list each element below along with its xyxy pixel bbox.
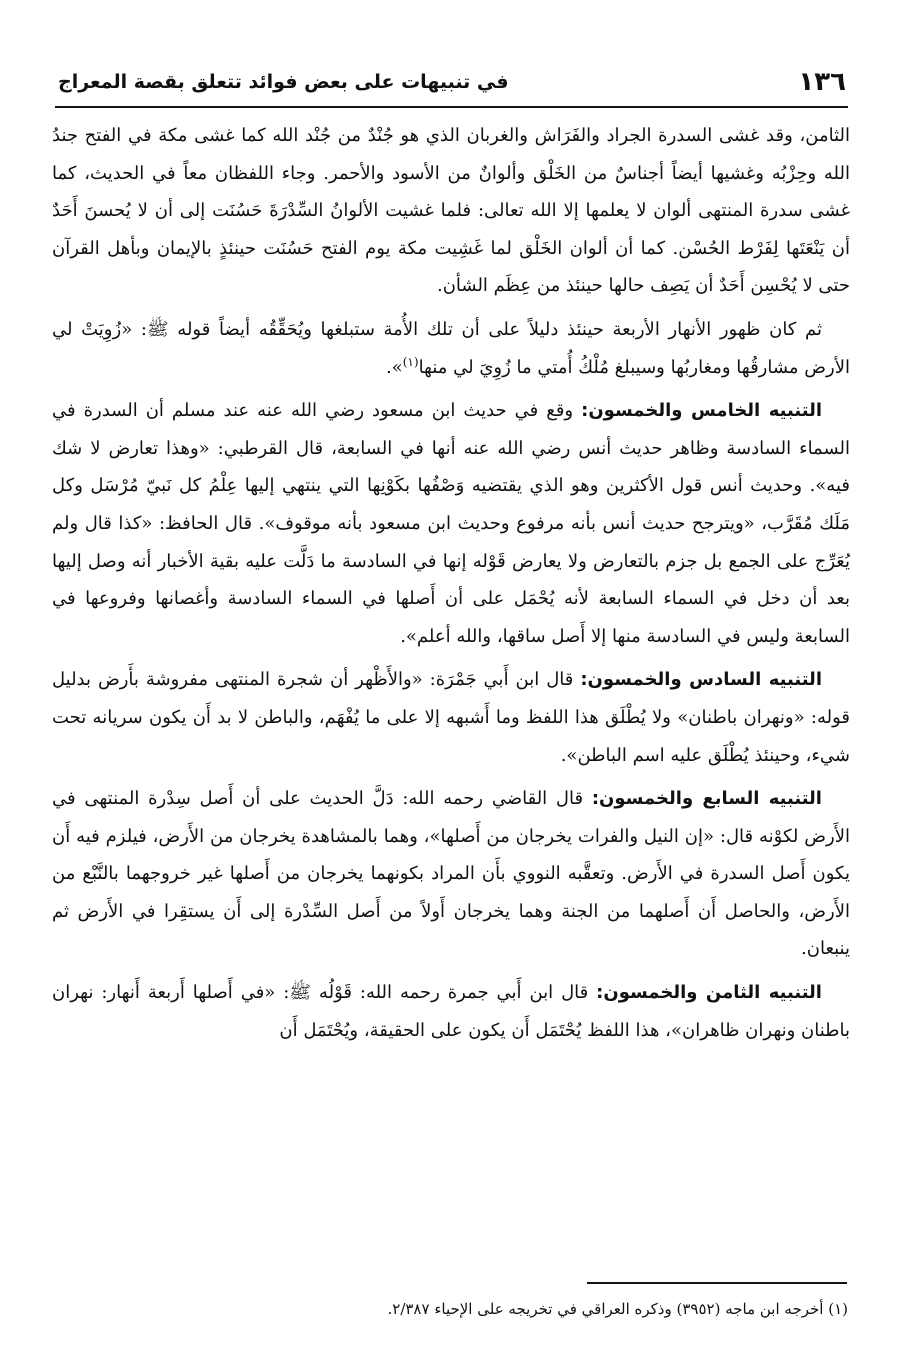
footnote-rule xyxy=(587,1282,847,1284)
paragraph-2 xyxy=(52,311,850,386)
header-rule xyxy=(55,106,848,108)
paragraph-5-text: قال القاضي رحمه الله: دَلَّ الحديث على أن أَصل سِدْرة المنتهى في الأَرض لكوْنه قال: «إن النيل والفرات يخرجان من أَصلها»، وهما بالمشاهدة يخرجان من الأَرض، فيلزم فيه أَن يكون أَصل السدرة في الأَرض. وتعقَّبه النووي بأَن المراد بكونهما يخرجان من أَصلها غير خروجهما بالنَّبْع من الأَرض، والحاصل أَن أَصلهما من الجنة وهما يخرجان أَولاً من أَصل السِّدْرة إلى أَن يستقِرا في الأَرض ثم ينبعان. xyxy=(52,788,850,960)
paragraph-2-text-end: ». xyxy=(386,356,403,378)
paragraph-4-text: قال ابن أَبي جَمْرَة: «والأَظْهر أن شجرة المنتهى مفروشة بأَرض بدليل قوله: «ونهران باطنان» ولا يُطْلَق هذا اللفظ وما أَشبهه إلا على ما يُفْهَم، والباطن لا بد أَن يكون سريانه تحت شيء، وحينئذ يُطْلَق عليه اسم الباطن». xyxy=(52,669,850,766)
section-heading-57: التنبيه السابع والخمسون: xyxy=(591,788,822,810)
body-text xyxy=(52,117,850,1055)
section-heading-56: التنبيه السادس والخمسون: xyxy=(580,669,822,691)
footnote-marker: (١) xyxy=(402,354,419,369)
page-number: ١٣٦ xyxy=(798,67,846,97)
paragraph-1 xyxy=(52,117,850,305)
footnote: (١) أخرجه ابن ماجه (٣٩٥٢) وذكره العراقي في تخريجه على الإحياء ٢/٣٨٧. xyxy=(387,1300,848,1318)
paragraph-2-text: ثم كان ظهور الأنهار الأربعة حينئذ دليلاً على أن تلك الأُمة ستبلغها ويُحَقِّقُه أيضاً قوله ﷺ: «زُوِيَتْ لي الأرض مشارقُها ومغاربُها وسيبلغ مُلْكُ أُمتي ما زُوِيَ لي منها xyxy=(52,318,850,378)
section-heading-55: التنبيه الخامس والخمسون: xyxy=(581,400,822,422)
paragraph-3 xyxy=(52,392,850,655)
section-heading-58: التنبيه الثامن والخمسون: xyxy=(596,982,822,1004)
paragraph-4 xyxy=(52,661,850,774)
paragraph-5 xyxy=(52,780,850,968)
paragraph-3-text: وقع في حديث ابن مسعود رضي الله عنه عند مسلم أن السدرة في السماء السادسة وظاهر حديث أنس رضي الله عنه أنها في السابعة، قال القرطبي: «وهذا تعارض لا شك فيه». وحديث أنس قول الأكثرين وهو الذي يقتضيه وَصْفُها بكَوْنِها التي ينتهي إليها عِلْمُ كل نَبيّ مُرْسَل وكل مَلَك مُقَرَّب، «ويترجح حديث أنس بأنه مرفوع وحديث ابن مسعود بأنه موقوف». قال الحافظ: «كذا قال ولم يُعَرِّج على الجمع بل جزم بالتعارض ولا يعارض قَوْله إنها في السادسة ما دَلَّت عليه بقية الأخبار أنه وصل إليها بعد أن دخل في السماء السابعة لأنه يُحْمَل على أن أَصلها في السماء السادسة وأغصانها وفروعها في السابعة وليس في السادسة منها إلا أَصل ساقها، والله أعلم». xyxy=(52,400,850,647)
running-title: في تنبيهات على بعض فوائد تتعلق بقصة المعراج xyxy=(58,71,509,93)
paragraph-6-text: قال ابن أَبي جمرة رحمه الله: قَوْلُه ﷺ: «في أَصلها أَربعة أَنهار: نهران باطنان ونهران ظاهران»، هذا اللفظ يُحْتَمَل أَن يكون على الحقيقة، ويُحْتَمَل أَن xyxy=(52,982,850,1041)
paragraph-6 xyxy=(52,974,850,1049)
page-header xyxy=(58,62,846,102)
paragraph-1-text: الثامن، وقد غشى السدرة الجراد والفَرَاش والغربان الذي هو جُنْدٌ من جُنْد الله كما غشى مكة في الفتح جندُ الله وحِزْبُه وغشيها أيضاً أجناسٌ من الخَلْق وألوانٌ من الأسود والأحمر. وجاء اللفظان معاً في الحديث، كما غشى سدرة المنتهى ألوان لا يعلمها إلا الله تعالى: فلما غشيت الألوانُ السِّدْرَةَ حَسُنَت إلى أن لا يُحسنَ أَحَدٌ أن يَنْعَتَها لِفَرْط الحُسْن. كما أن ألوان الخَلْق لما غَشِيت مكة يوم الفتح حَسُنَت حينئذٍ بالإيمان وبأهل القرآن حتى لا يُحْسِن أَحَدٌ أن يَصِف حالها حينئذ من عِظَم الشأن. xyxy=(52,125,850,297)
